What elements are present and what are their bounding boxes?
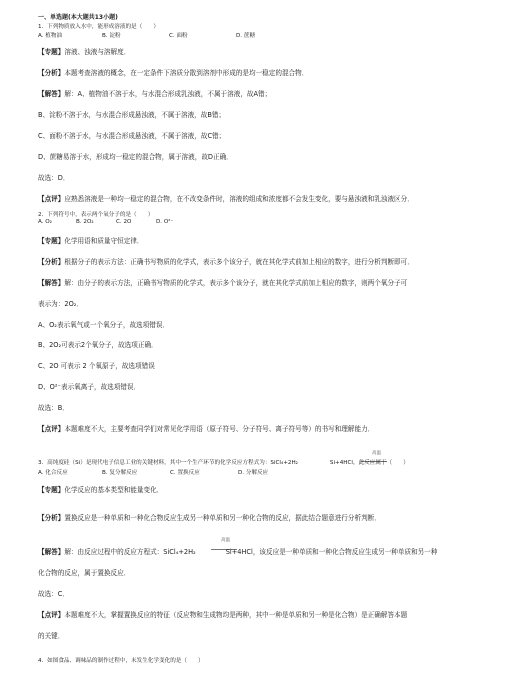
option-d: D. O²⁻ [156, 219, 174, 225]
option-c: C. 面粉 [169, 33, 188, 39]
topic-line: 【专题】化学反应的基本类型和能量变化． [38, 486, 164, 494]
analysis-line: 【分析】根据分子的表示方法：正确书写物质的化学式，表示多个该分子，就在其化学式前加上相应的数字，进行分析判断即可． [38, 258, 414, 266]
question-options [38, 31, 255, 39]
explain-b: B、2O₂可表示2个氧分子，故选项正确． [38, 341, 158, 349]
reaction-condition: 高温 [221, 538, 230, 543]
explain-d: D、蔗糖易溶于水，形成均一稳定的混合物，属于溶液，故D正确． [38, 153, 233, 161]
answer-choice: 故选：B． [38, 404, 69, 412]
explain-b: B、淀粉不溶于水，与水混合形成悬浊液，不属于溶液，故B错； [38, 111, 226, 119]
solution-line: 【解答】解：A、植物油不溶于水，与水混合形成乳浊液，不属于溶液，故A错； [38, 90, 272, 98]
explain-d: D、O²⁻表示氧离子，故选项错误． [38, 383, 141, 391]
solution-line-2: 化合物的反应，属于置换反应． [38, 569, 131, 577]
option-a: A. 植物油 [38, 33, 63, 39]
section-title: 一、单选题(本大题共13小题) [38, 14, 118, 21]
question-stem: 4．如图食品、调味品的制作过程中，未发生化学变化的是（ ） [38, 658, 204, 664]
question-stem: 2．下列符号中，表示两个氧分子的是（ ） [38, 212, 154, 218]
analysis-line: 【分析】本题考查溶液的概念，在一定条件下溶质分散到溶剂中形成的是均一稳定的混合物． [38, 69, 309, 77]
question-stem: 3．高纯度硅（Si）是现代电子信息工业的关键材料，其中一个生产环节的化学反应方程式为：SiCl₄+2H₂ Si+4HCl，此反应属于（ ） [38, 460, 409, 466]
option-d: D. 分解反应 [238, 470, 269, 476]
comment-line: 【点评】本题难度不大，主要考查同学们对常见化学用语（原子符号、分子符号、离子符号等）的书写和理解能力． [38, 425, 375, 433]
option-b: B. 淀粉 [102, 33, 121, 39]
option-b: B. 2O₂ [76, 219, 94, 225]
explain-c: C、2O 可表示 2 个氧原子，故选项错误 [38, 362, 155, 370]
comment-line-2: 的关键． [38, 632, 65, 640]
option-c: C. 置换反应 [170, 470, 200, 476]
reaction-condition: 高温 [372, 451, 381, 456]
solution-line: 【解答】解：由反应过程中的反应方程式：SiCl₄+2H₂ Si+4HCl，该反应是一种单质和一种化合物反应生成另一种单质和另一种 [38, 548, 438, 556]
question-stem: 1．下列物质放入水中，能形成溶液的是（ ） [38, 24, 160, 30]
analysis-line: 【分析】置换反应是一种单质和一种化合物反应生成另一种单质和另一种化合物的反应，据此结合题意进行分析判断． [38, 514, 381, 522]
explain-a: A、O₂表示氧气或一个氧分子，故选项错误． [38, 321, 170, 329]
solution-line: 【解答】解：由分子的表示方法，正确书写物质的化学式，表示多个该分子，就在其化学式前加上相应的数字，则两个氧分子可 [38, 279, 408, 287]
option-b: B. 复分解反应 [102, 470, 138, 476]
option-c: C. 2O [116, 219, 132, 225]
option-a: A. O₂ [38, 219, 52, 225]
question-options [38, 219, 173, 225]
option-a: A. 化合反应 [38, 470, 68, 476]
option-d: D. 蔗糖 [236, 33, 256, 39]
comment-line: 【点评】应熟悉溶液是一种均一稳定的混合物，在不改变条件时，溶液的组成和浓度都不会发生变化，要与悬浊液和乳浊液区分． [38, 195, 414, 203]
topic-line: 【专题】化学用语和质量守恒定律． [38, 237, 144, 245]
explain-c: C、面粉不溶于水，与水混合形成悬浊液，不属于溶液，故C错； [38, 132, 226, 140]
topic-line: 【专题】溶液、浊液与溶解度． [38, 48, 131, 56]
question-options [38, 468, 268, 476]
comment-line: 【点评】本题难度不大，掌握置换反应的特征（反应物和生成物均是两种，其中一种是单质和另一种是化合物）是正确解答本题 [38, 611, 408, 619]
answer-choice: 故选：D． [38, 174, 70, 182]
solution-line-2: 表示为：2O₂． [38, 300, 83, 308]
answer-choice: 故选：C． [38, 590, 69, 598]
